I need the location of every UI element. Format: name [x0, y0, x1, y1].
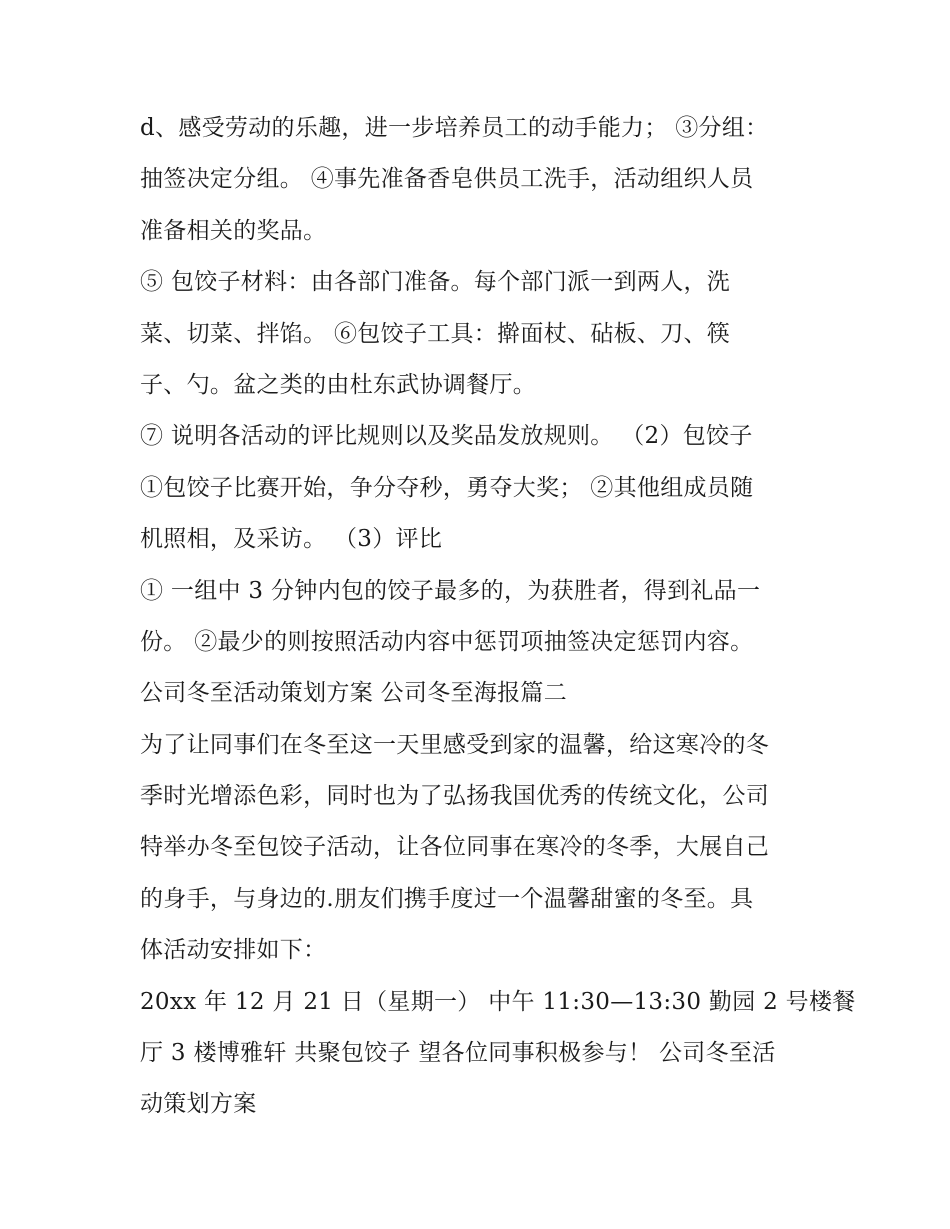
text-line: 20xx 年 12 月 21 日（星期一） 中午 11:30—13:30 勤园 2 号楼餐	[140, 988, 856, 1015]
document-body	[140, 103, 856, 1131]
section-heading: 公司冬至活动策划方案 公司冬至海报篇二	[140, 680, 568, 707]
text-line: 准备相关的奖品。	[140, 217, 327, 244]
text-line: 机照相，及采访。 （3）评比	[140, 526, 443, 553]
text-line: 季时光增添色彩，同时也为了弘扬我国优秀的传统文化，公司	[140, 783, 770, 810]
text-line: 体活动安排如下：	[140, 937, 327, 964]
text-line: ① 一组中 3 分钟内包的饺子最多的，为获胜者，得到礼品一	[140, 577, 761, 604]
text-line: 菜、切菜、拌馅。 ⑥包饺子工具：擀面杖、砧板、刀、筷	[140, 320, 731, 347]
text-line: ①包饺子比赛开始，争分夺秒，勇夺大奖； ②其他组成员随	[140, 474, 754, 501]
text-line: 子、勺。盆之类的由杜东武协调餐厅。	[140, 371, 537, 398]
text-line: 特举办冬至包饺子活动，让各位同事在寒冷的冬季，大展自己	[140, 834, 770, 861]
text-line: 的身手，与身边的.朋友们携手度过一个温馨甜蜜的冬至。具	[140, 885, 754, 912]
text-line: 动策划方案	[140, 1091, 257, 1118]
text-line: 为了让同事们在冬至这一天里感受到家的温馨，给这寒冷的冬	[140, 731, 770, 758]
text-line: d、感受劳动的乐趣，进一步培养员工的动手能力； ③分组：	[140, 115, 769, 141]
text-line: 抽签决定分组。 ④事先准备香皂供员工洗手，活动组织人员	[140, 166, 754, 193]
text-line: ⑦ 说明各活动的评比规则以及奖品发放规则。 （2）包饺子	[140, 423, 753, 450]
text-line: ⑤ 包饺子材料：由各部门准备。每个部门派一到两人，洗	[140, 269, 731, 296]
text-line: 份。 ②最少的则按照活动内容中惩罚项抽签决定惩罚内容。	[140, 628, 754, 655]
text-line: 厅 3 楼博雅轩 共聚包饺子 望各位同事积极参与！ 公司冬至活	[140, 1040, 776, 1067]
